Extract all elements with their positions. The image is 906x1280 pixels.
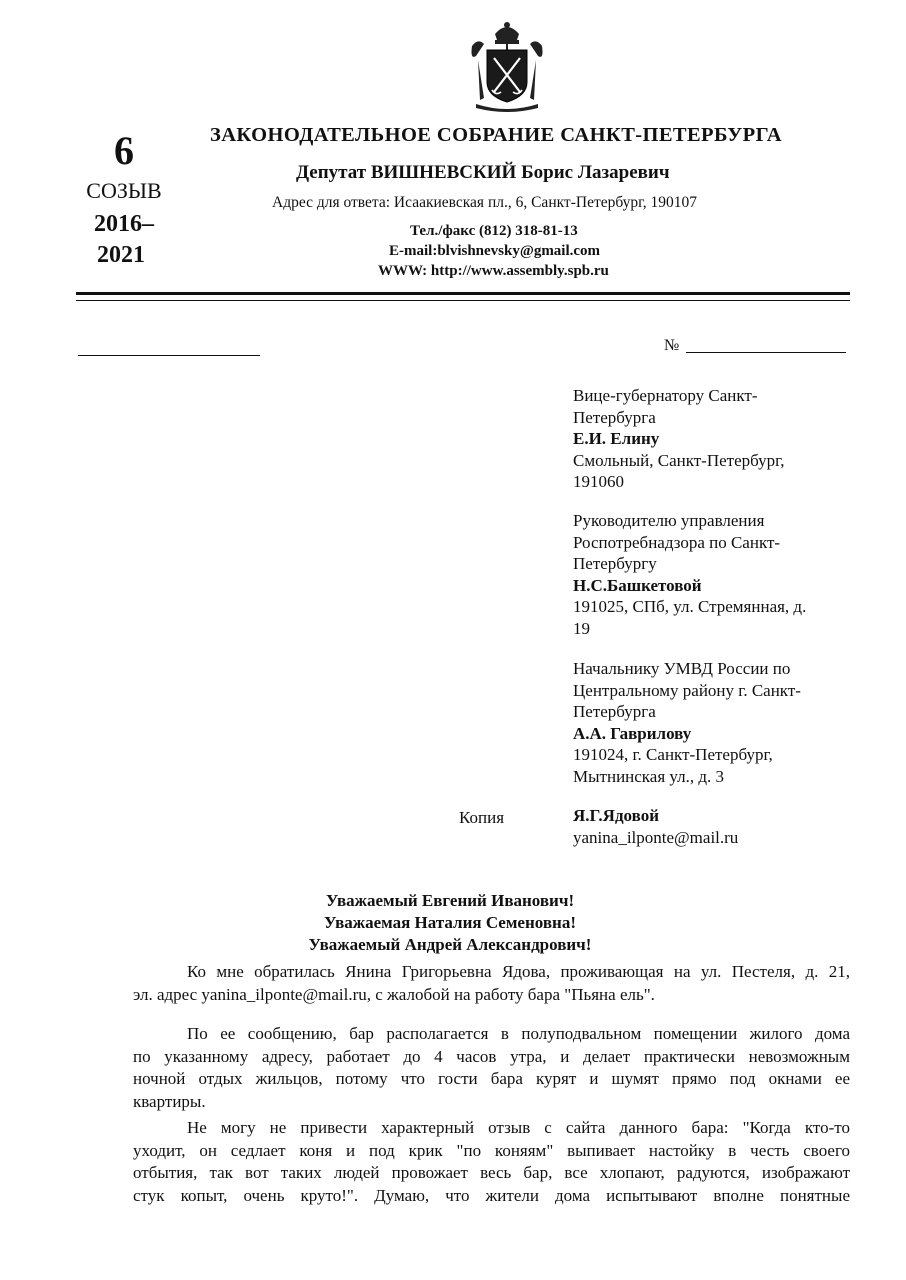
convocation-label: СОЗЫВ bbox=[86, 178, 162, 203]
paragraph-line: Ко мне обратилась Янина Григорьевна Ядова, проживающая на ул. Пестеля, д. 21, bbox=[187, 962, 850, 981]
copy-label: Копия bbox=[459, 808, 505, 827]
addressee-address: 191060 bbox=[573, 472, 624, 491]
addressee-line: Роспотребнадзора по Санкт- bbox=[573, 532, 781, 552]
reply-address: Адрес для ответа: Исаакиевская пл., 6, Санкт-Петербург, 190107 bbox=[272, 194, 698, 211]
copy-recipient bbox=[573, 805, 738, 848]
addressee-line: Вице-губернатору Санкт- bbox=[573, 386, 758, 405]
addressee-address: 19 bbox=[573, 618, 590, 638]
deputy-prefix: Депутат bbox=[296, 162, 371, 183]
addressee-line: Начальнику УМВД России по bbox=[573, 659, 791, 678]
salutation-line: Уважаемый Евгений Иванович! bbox=[325, 891, 575, 910]
addressee-block bbox=[573, 510, 863, 639]
addressee-block bbox=[573, 385, 863, 493]
tel-fax: Тел./факс (812) 318-81-13 bbox=[410, 223, 578, 239]
addressee-name: Н.С.Башкетовой bbox=[573, 575, 702, 595]
number-blank-line bbox=[686, 352, 846, 353]
convocation-years-start: 2016– bbox=[94, 211, 154, 237]
number-mark: № bbox=[664, 337, 680, 354]
addressee-address: Смольный, Санкт-Петербург, bbox=[573, 450, 785, 470]
addressee-address: 191024, г. Санкт-Петербург, bbox=[573, 745, 773, 764]
addressee-line: Петербургу bbox=[573, 554, 657, 573]
paragraph-line: ночной отдых жильцов, потому что гости бара курят и шумят прямо под окнами ее bbox=[133, 1069, 850, 1088]
copy-name: Я.Г.Ядовой bbox=[573, 806, 659, 825]
addressee-line: Руководителю управления bbox=[573, 511, 765, 530]
deputy-line bbox=[296, 162, 670, 184]
addressee-line: Центральному району г. Санкт- bbox=[573, 680, 801, 700]
paragraph-line: по указанному адресу, работает до 4 часов утра, и делает практически невозможным bbox=[133, 1046, 850, 1066]
header-rule-thick bbox=[76, 292, 850, 295]
paragraph-line: уходит, он седлает коня и под крик "по коняям" выпивает настойку в честь своего bbox=[133, 1140, 850, 1160]
paragraph-line: эл. адрес yanina_ilponte@mail.ru, с жалобой на работу бара "Пьяна ель". bbox=[133, 984, 655, 1004]
date-blank-line bbox=[78, 355, 260, 356]
salutations bbox=[100, 890, 800, 956]
convocation-years-end: 2021 bbox=[97, 242, 145, 268]
body-paragraph bbox=[133, 1023, 850, 1113]
salutation-line: Уважаемая Наталия Семеновна! bbox=[324, 913, 576, 932]
addressee-name: Е.И. Елину bbox=[573, 429, 660, 448]
addressee-address: 191025, СПб, ул. Стремянная, д. bbox=[573, 597, 807, 616]
body-paragraph bbox=[133, 961, 850, 1006]
addressee-block bbox=[573, 658, 863, 787]
copy-email: yanina_ilponte@mail.ru bbox=[573, 827, 739, 847]
paragraph-line: отбытия, так вот таких людей провожает весь бар, все хлопают, радуются, изображают bbox=[133, 1163, 850, 1182]
paragraph-line: стук копыт, очень круто!". Думаю, что жители дома испытывают вполне понятные bbox=[133, 1185, 850, 1205]
salutation-line: Уважаемый Андрей Александрович! bbox=[308, 935, 592, 954]
body-paragraph bbox=[133, 1117, 850, 1207]
coat-of-arms-emblem bbox=[468, 20, 546, 114]
convocation-number: 6 bbox=[114, 128, 134, 173]
header-rule-thin bbox=[76, 300, 850, 301]
organization-title: ЗАКОНОДАТЕЛЬНОЕ СОБРАНИЕ САНКТ-ПЕТЕРБУРГА bbox=[210, 124, 782, 146]
addressee-address: Мытнинская ул., д. 3 bbox=[573, 766, 725, 786]
addressee-line: Петербурга bbox=[573, 407, 656, 427]
deputy-email: E-mail:blvishnevsky@gmail.com bbox=[389, 243, 601, 259]
addressee-line: Петербурга bbox=[573, 702, 656, 721]
paragraph-line: Не могу не привести характерный отзыв с сайта данного бара: "Когда кто-то bbox=[187, 1118, 850, 1137]
deputy-name: ВИШНЕВСКИЙ Борис Лазаревич bbox=[370, 162, 670, 183]
addressee-name: А.А. Гаврилову bbox=[573, 723, 692, 743]
paragraph-line: По ее сообщению, бар располагается в полуподвальном помещении жилого дома bbox=[187, 1024, 850, 1043]
paragraph-line: квартиры. bbox=[133, 1091, 206, 1111]
website: WWW: http://www.assembly.spb.ru bbox=[378, 263, 609, 279]
